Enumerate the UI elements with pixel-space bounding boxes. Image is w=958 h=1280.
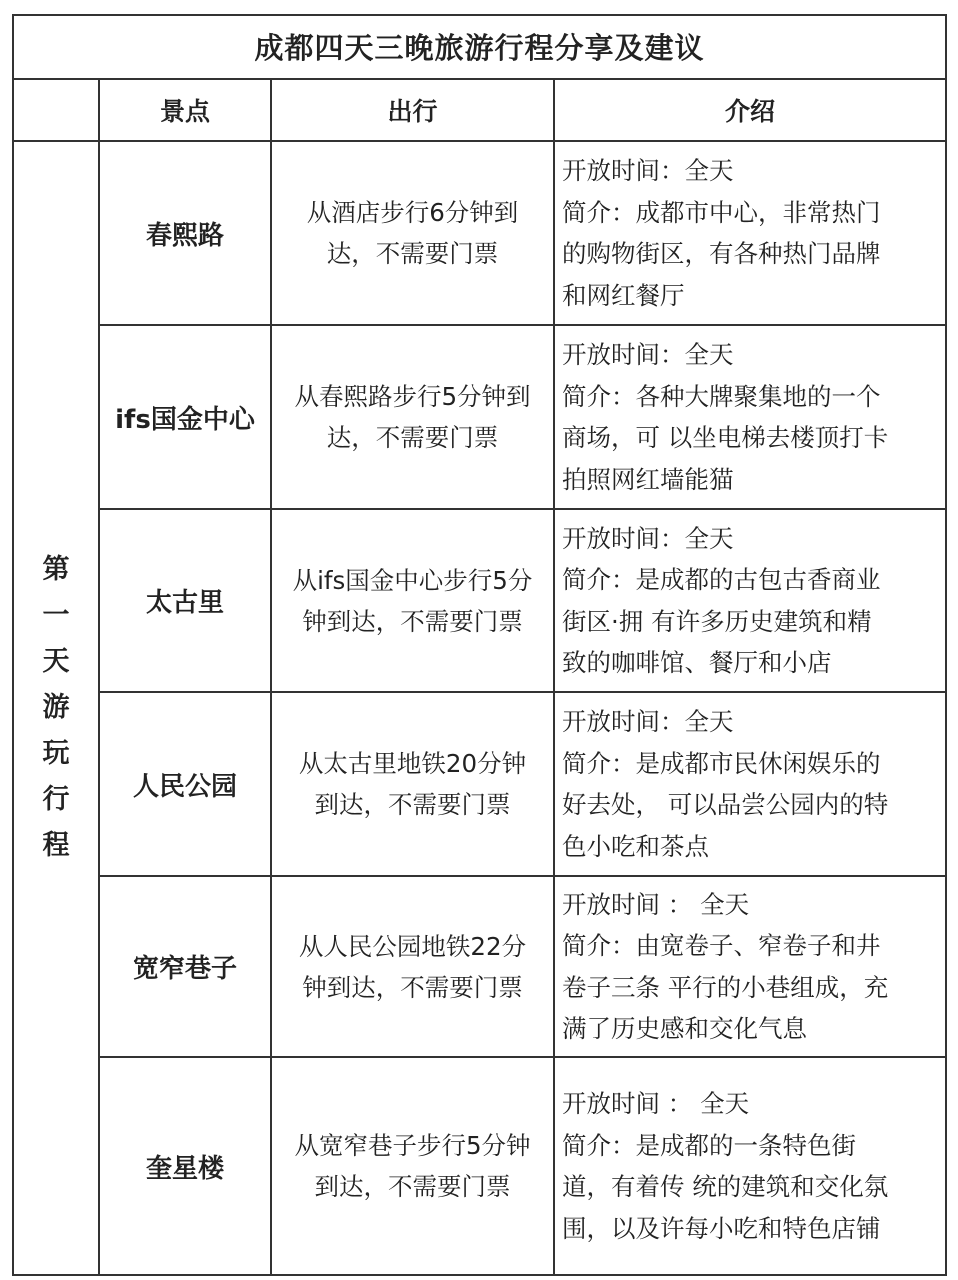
intro-info — [555, 877, 947, 1056]
day-label-char: 一 — [42, 600, 70, 631]
day-label-char: 天 — [42, 646, 70, 677]
intro-line: 开放时间：全天 — [562, 156, 734, 185]
intro-line: 简介：由宽卷子、窄卷子和井 — [562, 931, 881, 960]
day-label-char: 游 — [42, 692, 70, 723]
intro-line: 开放时间 ： 全天 — [562, 1089, 750, 1118]
day-label — [14, 142, 98, 1274]
travel-info — [272, 510, 553, 691]
travel-info — [272, 326, 553, 508]
header-travel: 出行 — [387, 97, 438, 126]
travel-line: 达，不需要门票 — [326, 239, 499, 268]
intro-line: 开放时间：全天 — [562, 523, 734, 553]
travel-line: 钟到达，不需要门票 — [302, 972, 523, 1002]
table-title: 成都四天三晚旅游行程分享及建议 — [254, 30, 705, 65]
intro-line: 的购物街区，有各种热门品牌 — [562, 239, 881, 268]
intro-info — [555, 693, 947, 875]
travel-line: 达，不需要门票 — [326, 423, 499, 452]
intro-info — [555, 1058, 947, 1274]
travel-line: 从春熙路步行5分钟到 — [294, 382, 531, 411]
travel-line: 到达，不需要门票 — [314, 1172, 511, 1201]
header-day — [14, 80, 98, 140]
intro-line: 开放时间：全天 — [562, 340, 734, 369]
intro-line: 色小吃和茶点 — [562, 831, 709, 861]
travel-line: 从宽窄巷子步行5分钟 — [294, 1131, 531, 1160]
day-label-char: 程 — [42, 830, 70, 861]
intro-line: 简介：是成都的一条特色街 — [562, 1130, 856, 1160]
spot-name: 太古里 — [145, 588, 224, 618]
travel-info — [272, 1058, 553, 1274]
intro-line: 致的咖啡馆、餐厅和小店 — [562, 648, 832, 677]
travel-line: 从人民公园地铁22分 — [298, 931, 527, 961]
intro-line: 和网红餐厅 — [562, 280, 685, 310]
intro-line: 简介：是成都市民休闲娱乐的 — [562, 748, 881, 778]
travel-line: 从ifs国金中心步行5分 — [292, 565, 533, 595]
header-intro: 介绍 — [724, 97, 775, 126]
day-label-char: 第 — [42, 554, 70, 585]
day-label-char: 行 — [42, 784, 70, 815]
intro-line: 开放时间 ： 全天 — [562, 889, 750, 919]
header-spot: 景点 — [159, 97, 210, 126]
travel-line: 从酒店步行6分钟到 — [306, 198, 519, 227]
day-label-char: 玩 — [42, 738, 70, 769]
intro-line: 拍照网红墙能猫 — [562, 464, 734, 494]
spot-name: 奎星楼 — [145, 1153, 224, 1184]
intro-line: 好去处， 可以品尝公园内的特 — [562, 790, 889, 819]
spot-name: 人民公园 — [132, 771, 237, 802]
intro-line: 商场，可 以坐电梯去楼顶打卡 — [562, 423, 889, 452]
intro-line: 满了历史感和交化气息 — [562, 1014, 807, 1043]
travel-line: 从太古里地铁20分钟 — [298, 749, 527, 778]
intro-info — [555, 142, 947, 324]
spot-name: 春熙路 — [145, 220, 224, 251]
travel-line: 钟到达，不需要门票 — [302, 606, 523, 636]
travel-info — [272, 142, 553, 324]
intro-line: 道，有着传 统的建筑和交化氛 — [562, 1172, 889, 1201]
intro-line: 街区·拥 有许多历史建筑和精 — [562, 606, 872, 636]
intro-line: 围，以及许每小吃和特色店铺 — [562, 1213, 881, 1243]
travel-info — [272, 693, 553, 875]
intro-line: 简介：成都市中心，非常热门 — [562, 197, 881, 227]
travel-info — [272, 877, 553, 1056]
intro-line: 开放时间：全天 — [562, 707, 734, 736]
spot-name: ifs国金中心 — [115, 404, 255, 435]
intro-info — [555, 510, 947, 691]
travel-line: 到达，不需要门票 — [314, 790, 511, 819]
intro-line: 简介：各种大牌聚集地的一个 — [562, 381, 881, 411]
spot-name: 宽窄巷子 — [132, 954, 237, 984]
intro-line: 卷子三条 平行的小巷组成，充 — [562, 972, 889, 1002]
intro-line: 简介：是成都的古包古香商业 — [562, 565, 881, 594]
intro-info — [555, 326, 947, 508]
